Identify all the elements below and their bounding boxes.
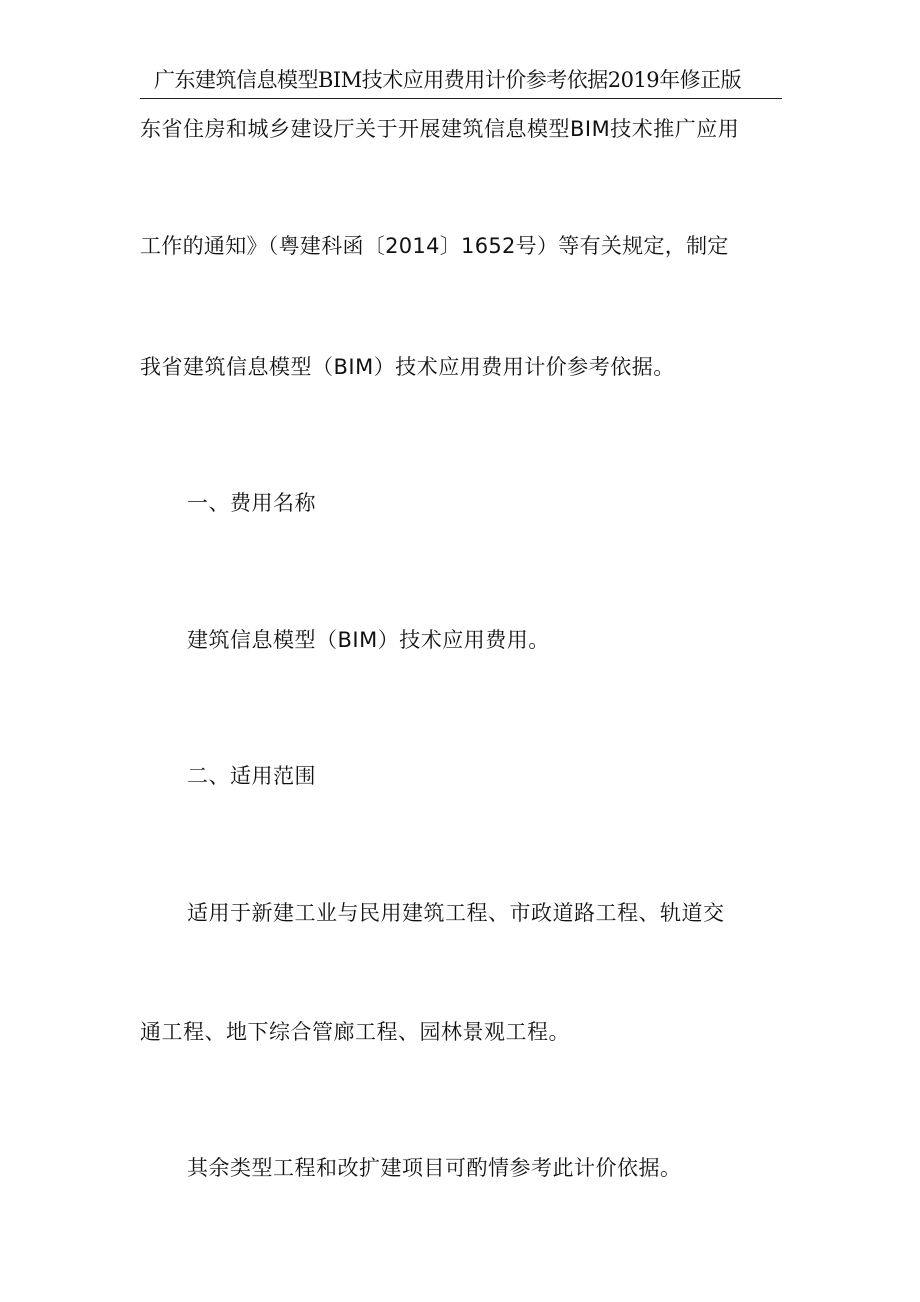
section-heading-scope: 二、适用范围	[187, 764, 316, 788]
section-heading-fee-name: 一、费用名称	[187, 491, 316, 515]
paragraph-fee-name: 建筑信息模型（BIM）技术应用费用。	[187, 628, 550, 652]
paragraph-line-1: 东省住房和城乡建设厅关于开展建筑信息模型BIM技术推广应用	[140, 117, 740, 141]
paragraph-scope-line-3: 其余类型工程和改扩建项目可酌情参考此计价依据。	[187, 1156, 682, 1180]
paragraph-scope-line-2: 通工程、地下综合管廊工程、园林景观工程。	[140, 1020, 570, 1044]
page-header	[140, 64, 782, 99]
document-title: 广东建筑信息模型BIM技术应用费用计价参考依据2019年修正版	[154, 68, 742, 92]
paragraph-scope-line-1: 适用于新建工业与民用建筑工程、市政道路工程、轨道交	[187, 901, 725, 925]
paragraph-line-3: 我省建筑信息模型（BIM）技术应用费用计价参考依据。	[140, 355, 675, 379]
paragraph-line-2: 工作的通知》（粤建科函〔2014〕1652号）等有关规定，制定	[140, 234, 729, 258]
